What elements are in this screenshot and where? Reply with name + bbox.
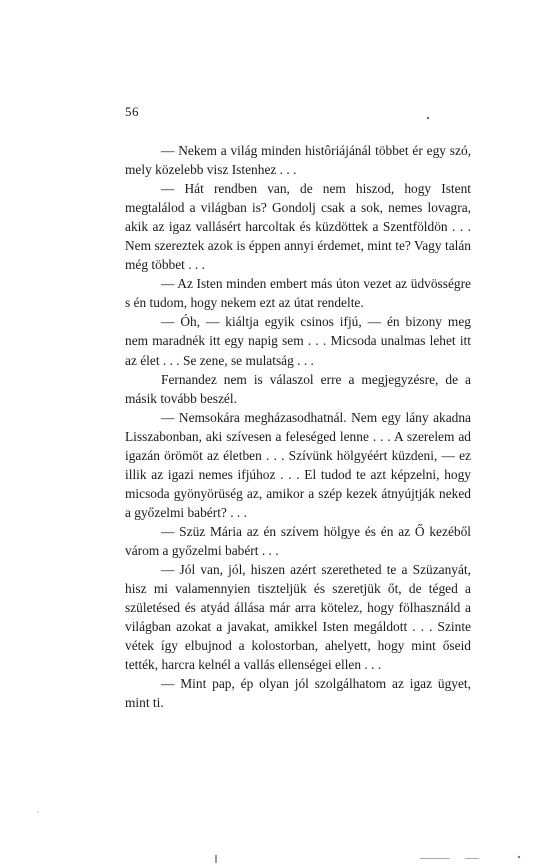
scan-speck (420, 858, 450, 859)
paragraph: — Jól van, jól, hiszen azért szeretheted te a Szüzanyát, hisz mi valamennyien tiszteljük és szeretjük őt, de téged a születésed és atyád állása már arra kötelez, hogy fölhasználd a világban azokat a javakat, amikkel Isten megáldott . . . Szinte vétek így elbujnod a kolostorban, ahelyett, hogy mint őseid tették, harcra kelnél a vallás ellenségei ellen . . . (125, 562, 471, 673)
scan-speck (427, 117, 429, 119)
paragraph: Fernandez nem is válaszol erre a megjegyzésre, de a másik tovább beszél. (125, 371, 471, 406)
scan-speck (215, 855, 217, 863)
paragraph: — Szüz Mária az én szívem hölgye és én az Ő kezéből várom a győzelmi babért . . . (125, 523, 471, 558)
paragraph: — Az Isten minden embert más úton vezet az üdvösségre s én tudom, hogy nekem ezt az útat rendelte. (125, 276, 471, 311)
body-text (125, 141, 471, 712)
scan-speck (465, 858, 479, 859)
scan-speck (518, 856, 520, 858)
paragraph: — Óh, — kiáltja egyik csinos ifjú, — én bizony meg nem maradnék itt egy napig sem . . . Micsoda unalmas lehet itt az élet . . . Se zene, se mulatság . . . (125, 314, 471, 368)
paragraph: — Hát rendben van, de nem hiszod, hogy Istent megtalálod a világban is? Gondolj csak a sok, nemes lovagra, akik az igaz vallásért harcoltak és küzdöttek a Szentföldön . . . Nem szereztek azok is éppen annyi érdemet, mint te? Vagy talán még többet . . . (125, 181, 471, 273)
paragraph: — Mint pap, ép olyan jól szolgálhatom az igaz ügyet, mint ti. (125, 676, 471, 711)
paragraph: — Nemsokára megházasodhatnál. Nem egy lány akadna Lisszabonban, aki szívesen a feleséged lenne . . . A szerelem ad igazán örömöt az életben . . . Szívünk hölgyéért küzdeni, — ez illik az igazi nemes ifjúhoz . . . El tudod te azt képzelni, hogy micsoda gyönyörüség az, amikor a szép kezek átnyújtják neked a győzelmi babért? . . . (125, 409, 471, 520)
page-number: 56 (125, 104, 139, 119)
scan-speck (37, 811, 39, 813)
paragraph: — Nekem a világ minden histôriájánál többet ér egy szó, mely közelebb visz Istenhez . . . (125, 143, 471, 178)
